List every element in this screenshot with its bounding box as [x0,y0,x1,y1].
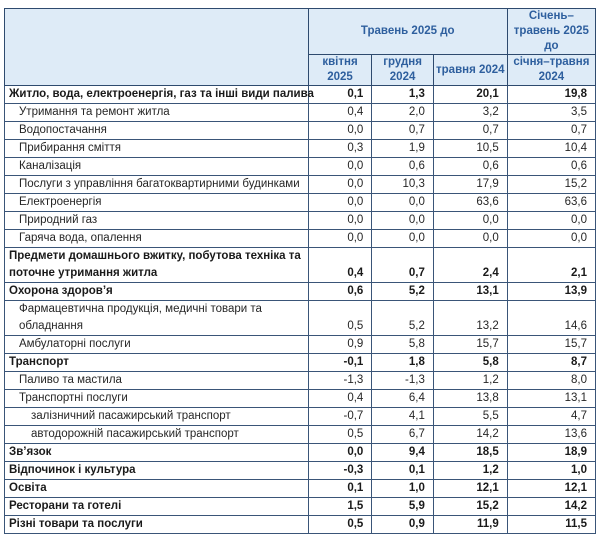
row-value: 5,2 [372,283,434,301]
row-value: 0,0 [433,212,507,230]
row-value: 0,0 [308,176,372,194]
row-value: 1,2 [433,372,507,390]
row-value: 8,0 [507,372,595,390]
row-value: 3,2 [433,104,507,122]
row-value: 0,6 [507,158,595,176]
row-value: 12,1 [507,480,595,498]
row-label: Транспорт [5,354,309,372]
row-value: 15,7 [507,336,595,354]
row-value: -1,3 [308,372,372,390]
row-value: 0,0 [308,230,372,248]
row-label: Прибирання сміття [5,140,309,158]
row-value: 0,1 [372,462,434,480]
row-label: Каналізація [5,158,309,176]
row-value: 0,5 [308,426,372,444]
row-value: 0,0 [308,444,372,462]
row-label: Предмети домашнього вжитку, побутова техніка та поточне утримання житла [5,248,309,283]
row-value: 10,3 [372,176,434,194]
row-value: 1,9 [372,140,434,158]
row-value: 6,7 [372,426,434,444]
price-index-table [4,8,596,534]
row-value: 0,0 [507,212,595,230]
table-row [5,283,596,301]
table-row [5,426,596,444]
row-value: 0,0 [433,230,507,248]
row-label: Фармацевтична продукція, медичні товари та обладнання [5,301,309,336]
row-value: -0,7 [308,408,372,426]
row-value: 13,8 [433,390,507,408]
header-col-jan-may-2024: січня–травня 2024 [507,55,595,86]
row-value: 0,9 [308,336,372,354]
row-value: -1,3 [372,372,434,390]
row-value: 15,2 [433,498,507,516]
row-value: 3,5 [507,104,595,122]
row-value: 5,8 [433,354,507,372]
row-value: 10,4 [507,140,595,158]
table-row [5,372,596,390]
row-value: 0,0 [372,230,434,248]
row-value: 0,7 [372,248,434,283]
table-row [5,122,596,140]
row-value: 9,4 [372,444,434,462]
row-value: 2,0 [372,104,434,122]
header-category-blank [5,9,309,86]
table-row [5,140,596,158]
row-value: 13,9 [507,283,595,301]
row-value: 17,9 [433,176,507,194]
table-row [5,194,596,212]
row-value: 13,6 [507,426,595,444]
row-value: 10,5 [433,140,507,158]
header-group-jan-may-2025: Січень–травень 2025 до [507,9,595,55]
row-value: 19,8 [507,86,595,104]
row-value: 8,7 [507,354,595,372]
row-label: Транспортні послуги [5,390,309,408]
row-label: Охорона здоров’я [5,283,309,301]
row-value: 11,5 [507,516,595,534]
row-label: Утримання та ремонт житла [5,104,309,122]
row-value: -0,1 [308,354,372,372]
row-value: 0,0 [372,194,434,212]
table-row [5,336,596,354]
row-value: 1,8 [372,354,434,372]
header-col-december-2024: грудня 2024 [372,55,434,86]
row-value: 0,0 [507,230,595,248]
row-value: 18,5 [433,444,507,462]
row-value: 0,6 [372,158,434,176]
row-label: Зв’язок [5,444,309,462]
row-label: Послуги з управління багатоквартирними будинками [5,176,309,194]
row-label: Освіта [5,480,309,498]
row-value: 2,4 [433,248,507,283]
table-row [5,498,596,516]
row-value: 0,1 [308,86,372,104]
header-col-april-2025: квітня 2025 [308,55,372,86]
table-row [5,158,596,176]
row-value: 5,5 [433,408,507,426]
row-value: 4,7 [507,408,595,426]
row-value: 1,3 [372,86,434,104]
row-value: 0,7 [507,122,595,140]
row-value: 18,9 [507,444,595,462]
row-value: 0,7 [372,122,434,140]
row-value: 0,0 [308,212,372,230]
row-value: 0,0 [308,122,372,140]
table-row [5,104,596,122]
table-row [5,248,596,283]
row-label: Природний газ [5,212,309,230]
row-value: 14,6 [507,301,595,336]
header-group-may-2025: Травень 2025 до [308,9,507,55]
row-value: 1,5 [308,498,372,516]
row-value: 2,1 [507,248,595,283]
table-row [5,462,596,480]
row-value: 15,7 [433,336,507,354]
row-label: Гаряча вода, опалення [5,230,309,248]
row-value: 0,3 [308,140,372,158]
row-value: 0,7 [433,122,507,140]
row-value: 0,5 [308,516,372,534]
table-row [5,354,596,372]
row-value: 0,6 [433,158,507,176]
row-value: 14,2 [433,426,507,444]
row-value: 0,4 [308,248,372,283]
table-row [5,516,596,534]
row-value: 0,0 [308,158,372,176]
table-row [5,212,596,230]
table-row [5,301,596,336]
row-value: 0,9 [372,516,434,534]
row-value: 1,0 [507,462,595,480]
row-value: 6,4 [372,390,434,408]
row-value: 5,2 [372,301,434,336]
row-value: 1,2 [433,462,507,480]
row-value: 0,0 [308,194,372,212]
table-row [5,480,596,498]
row-label: Відпочинок і культура [5,462,309,480]
table-row [5,444,596,462]
row-label: залізничний пасажирський транспорт [5,408,309,426]
table-row [5,408,596,426]
row-label: Електроенергія [5,194,309,212]
table-row [5,176,596,194]
row-value: 4,1 [372,408,434,426]
row-label: Різні товари та послуги [5,516,309,534]
row-value: 14,2 [507,498,595,516]
row-value: 15,2 [507,176,595,194]
row-value: 20,1 [433,86,507,104]
row-value: 0,0 [372,212,434,230]
row-value: 5,8 [372,336,434,354]
row-value: 11,9 [433,516,507,534]
row-value: 0,5 [308,301,372,336]
row-label: Водопостачання [5,122,309,140]
row-label: Амбулаторні послуги [5,336,309,354]
table-row [5,390,596,408]
row-value: 0,4 [308,390,372,408]
table-body [5,86,596,534]
row-label: автодорожній пасажирський транспорт [5,426,309,444]
row-value: 13,2 [433,301,507,336]
row-value: 1,0 [372,480,434,498]
row-label: Ресторани та готелі [5,498,309,516]
row-value: -0,3 [308,462,372,480]
row-value: 13,1 [433,283,507,301]
row-value: 13,1 [507,390,595,408]
row-value: 0,4 [308,104,372,122]
row-label: Паливо та мастила [5,372,309,390]
row-value: 12,1 [433,480,507,498]
row-value: 0,6 [308,283,372,301]
header-col-may-2024: травня 2024 [433,55,507,86]
row-value: 63,6 [507,194,595,212]
row-value: 5,9 [372,498,434,516]
row-label: Житло, вода, електроенергія, газ та інші види палива [5,86,309,104]
table-row [5,230,596,248]
row-value: 63,6 [433,194,507,212]
row-value: 0,1 [308,480,372,498]
table-row [5,86,596,104]
